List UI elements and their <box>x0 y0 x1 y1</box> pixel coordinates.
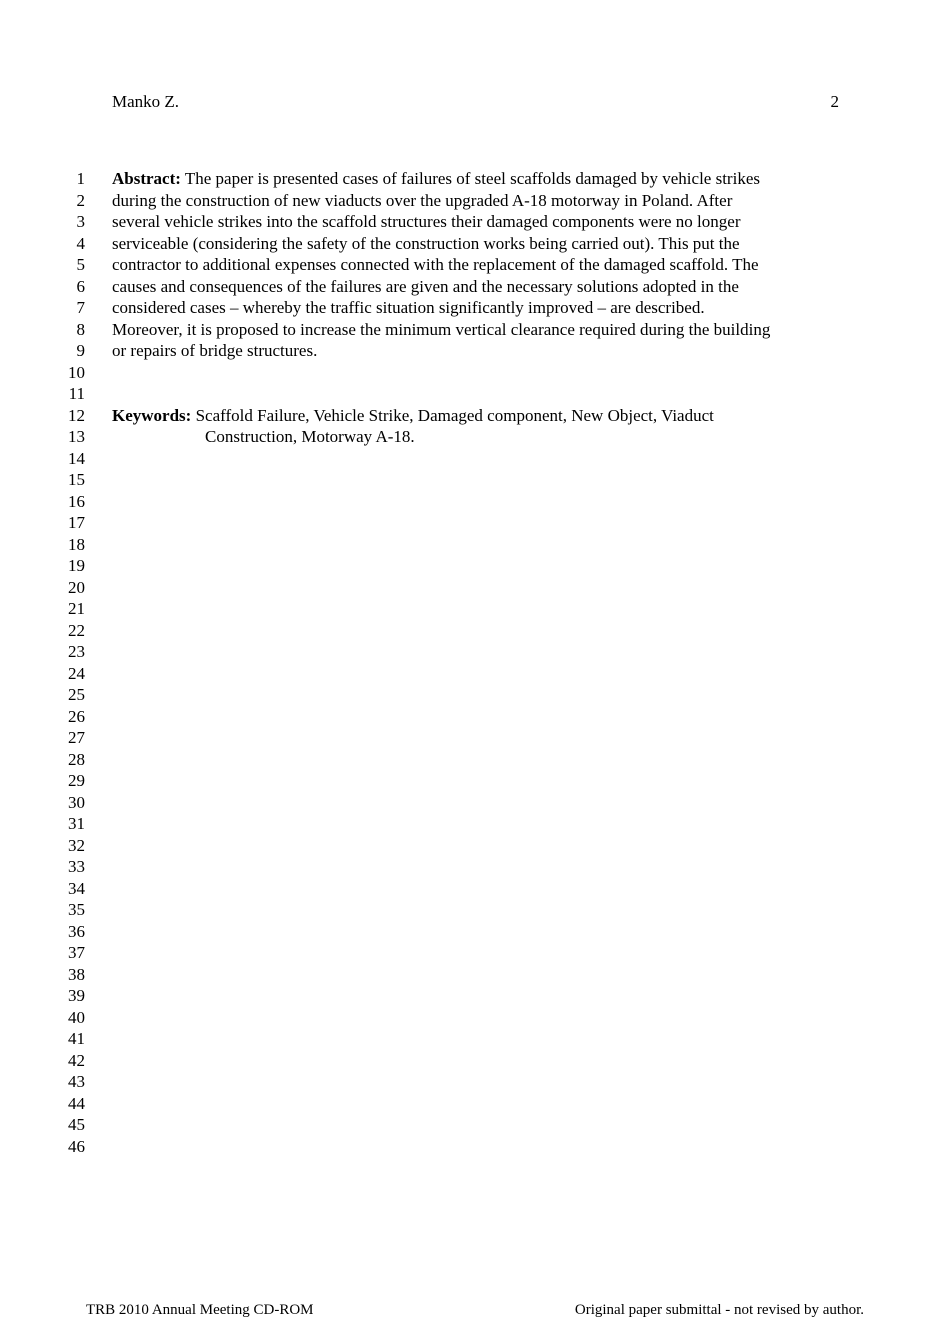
line-number: 8 <box>76 319 85 339</box>
line-number: 27 <box>68 728 85 747</box>
abstract-label: Abstract: <box>112 169 181 188</box>
line-number: 32 <box>68 835 85 855</box>
line-number: 23 <box>68 642 85 661</box>
line-number: 19 <box>68 556 85 575</box>
line-number: 42 <box>68 1050 85 1070</box>
abstract-text: The paper is presented cases of failures of steel scaffolds damaged by vehicle strikes <box>180 169 760 188</box>
page-number: 2 <box>830 92 839 111</box>
line-number: 44 <box>68 1093 85 1113</box>
abstract-line-8: Moreover, it is proposed to increase the minimum vertical clearance required during the building <box>112 319 771 339</box>
line-number: 6 <box>76 276 85 296</box>
abstract-line-3: several vehicle strikes into the scaffold structures their damaged components were no longer <box>112 212 741 231</box>
line-number: 12 <box>68 405 85 425</box>
line-number: 10 <box>68 362 85 382</box>
keywords-line-2: Construction, Motorway A-18. <box>205 427 415 446</box>
line-number: 40 <box>68 1007 85 1027</box>
abstract-line-1 <box>112 168 760 190</box>
line-number: 20 <box>68 577 85 597</box>
line-number: 24 <box>68 663 85 683</box>
line-number: 30 <box>68 792 85 812</box>
line-number: 21 <box>68 599 85 618</box>
abstract-line-9: or repairs of bridge structures. <box>112 341 318 360</box>
keywords-line-1 <box>112 405 714 427</box>
line-number: 26 <box>68 706 85 726</box>
line-number: 13 <box>68 427 85 446</box>
line-number: 39 <box>68 986 85 1005</box>
abstract-line-4: serviceable (considering the safety of the construction works being carried out). This put the <box>112 233 740 253</box>
line-number: 11 <box>68 384 85 403</box>
line-number: 36 <box>68 921 85 941</box>
line-number: 7 <box>76 298 85 317</box>
abstract-line-2: during the construction of new viaducts over the upgraded A-18 motorway in Poland. After <box>112 190 733 210</box>
line-number: 29 <box>68 771 85 790</box>
footer-left: TRB 2010 Annual Meeting CD-ROM <box>86 1302 314 1318</box>
line-number: 5 <box>76 255 85 274</box>
line-number: 38 <box>68 964 85 984</box>
line-number: 34 <box>68 878 85 898</box>
keywords-label: Keywords: <box>112 405 192 425</box>
line-number: 9 <box>76 341 85 360</box>
line-number: 46 <box>68 1136 85 1156</box>
line-number: 4 <box>76 233 85 253</box>
line-number: 35 <box>68 900 85 919</box>
line-number: 41 <box>68 1029 85 1048</box>
line-number: 22 <box>68 620 85 640</box>
running-header-author: Manko Z. <box>112 92 180 111</box>
line-number: 16 <box>68 491 85 511</box>
line-number: 17 <box>68 513 85 532</box>
footer-right: Original paper submittal - not revised by author. <box>574 1302 864 1318</box>
line-number: 37 <box>68 943 85 962</box>
line-number: 3 <box>76 212 85 231</box>
line-number: 45 <box>68 1115 85 1134</box>
line-number: 28 <box>68 749 85 769</box>
line-number: 25 <box>68 685 85 704</box>
abstract-line-7: considered cases – whereby the traffic situation significantly improved – are described. <box>112 298 705 317</box>
line-number: 14 <box>68 448 85 468</box>
abstract-line-5: contractor to additional expenses connected with the replacement of the damaged scaffold. The <box>112 255 759 274</box>
line-number: 1 <box>76 169 85 188</box>
line-number: 18 <box>68 534 85 554</box>
line-number: 43 <box>68 1072 85 1091</box>
line-number: 15 <box>68 470 85 489</box>
line-number: 2 <box>76 190 85 210</box>
abstract-line-6: causes and consequences of the failures are given and the necessary solutions adopted in the <box>112 276 739 296</box>
line-number: 33 <box>68 857 85 876</box>
line-number: 31 <box>68 814 85 833</box>
keywords-text: Scaffold Failure, Vehicle Strike, Damaged component, New Object, Viaduct <box>191 405 714 425</box>
